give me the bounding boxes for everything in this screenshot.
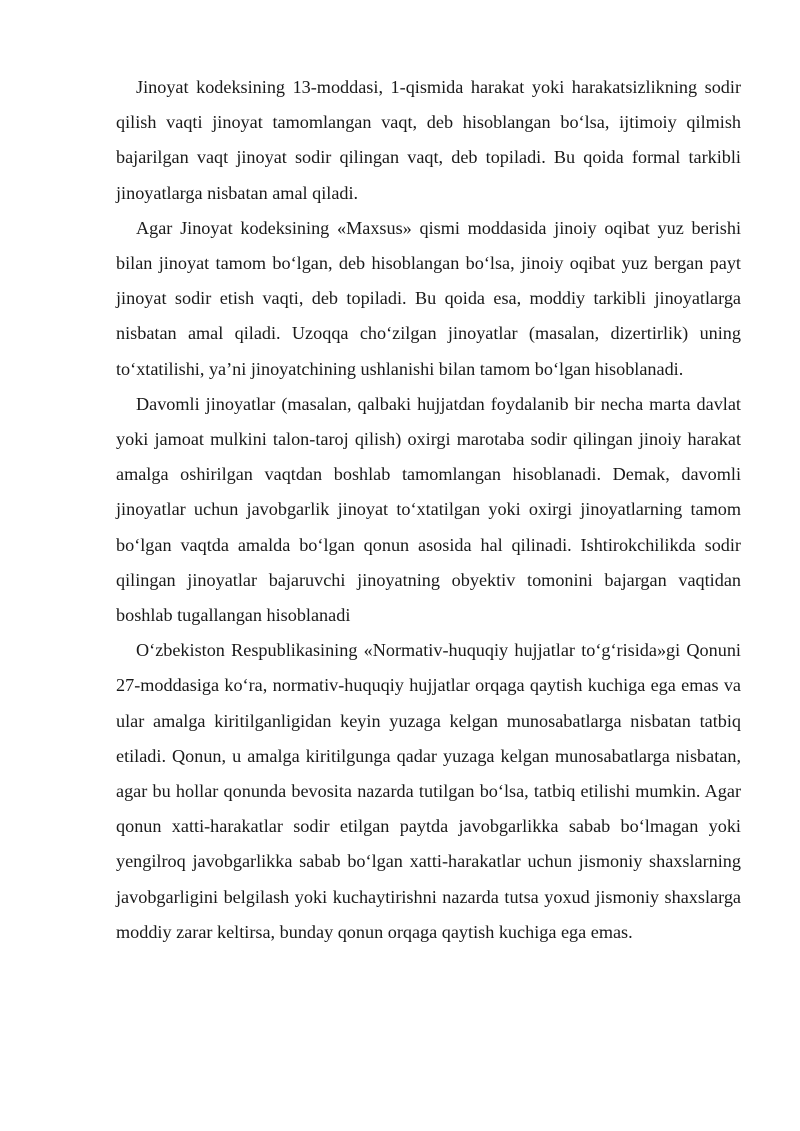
paragraph: Agar Jinoyat kodeksining «Maxsus» qismi moddasida jinoiy oqibat yuz berishi bilan jinoyat tamom bo‘lgan, deb hisoblangan bo‘lsa, jinoiy oqibat yuz bergan payt jinoyat sodir etish vaqti, deb topiladi. Bu qoida esa, moddiy tarkibli jinoyatlarga nisbatan amal qiladi. Uzoqqa cho‘zilgan jinoyatlar (masalan, dizertirlik) uning to‘xtatilishi, ya’ni jinoyatchining ushlanishi bilan tamom bo‘lgan hisoblanadi. <box>116 217 741 379</box>
paragraph: Jinoyat kodeksining 13-moddasi, 1-qismida harakat yoki harakatsizlikning sodir qilish vaqti jinoyat tamomlangan vaqt, deb hisoblangan bo‘lsa, ijtimoiy qilmish bajarilgan vaqt jinoyat sodir qilingan vaqt, deb topiladi. Bu qoida formal tarkibli jinoyatlarga nisbatan amal qiladi. <box>116 77 741 203</box>
paragraph: Davomli jinoyatlar (masalan, qalbaki hujjatdan foydalanib bir necha marta davlat yoki jamoat mulkini talon-taroj qilish) oxirgi marotaba sodir qilingan jinoiy harakat amalga oshirilgan vaqtdan boshlab tamomlangan hisoblanadi. Demak, davomli jinoyatlar uchun javobgarlik jinoyat to‘xtatilgan yoki oxirgi jinoyatlarning tamom bo‘lgan vaqtda amalda bo‘lgan qonun asosida hal qilinadi. Ishtirokchilikda sodir qilingan jinoyatlar bajaruvchi jinoyatning obyektiv tomonini bajargan vaqtidan boshlab tugallangan hisoblanadi <box>116 393 741 626</box>
paragraph: O‘zbekiston Respublikasining «Normativ-huquqiy hujjatlar to‘g‘risida»gi Qonuni 27-moddasiga ko‘ra, normativ-huquqiy hujjatlar orqaga qaytish kuchiga ega emas va ular amalga kiritilganligidan keyin yuzaga kelgan munosabatlarga nisbatan tatbiq etiladi. Qonun, u amalga kiritilgunga qadar yuzaga kelgan munosabatlarga nisbatan, agar bu hollar qonunda bevosita nazarda tutilgan bo‘lsa, tatbiq etilishi mumkin. Agar qonun xatti-harakatlar sodir etilgan paytda javobgarlikka sabab bo‘lmagan yoki yengilroq javobgarlikka sabab bo‘lgan xatti-harakatlar uchun jismoniy shaxslarning javobgarligini belgilash yoki kuchaytirishni nazarda tutsa yoxud jismoniy shaxslarga moddiy zarar keltirsa, bunday qonun orqaga qaytish kuchiga ega emas. <box>116 640 741 942</box>
document-page <box>116 70 741 950</box>
